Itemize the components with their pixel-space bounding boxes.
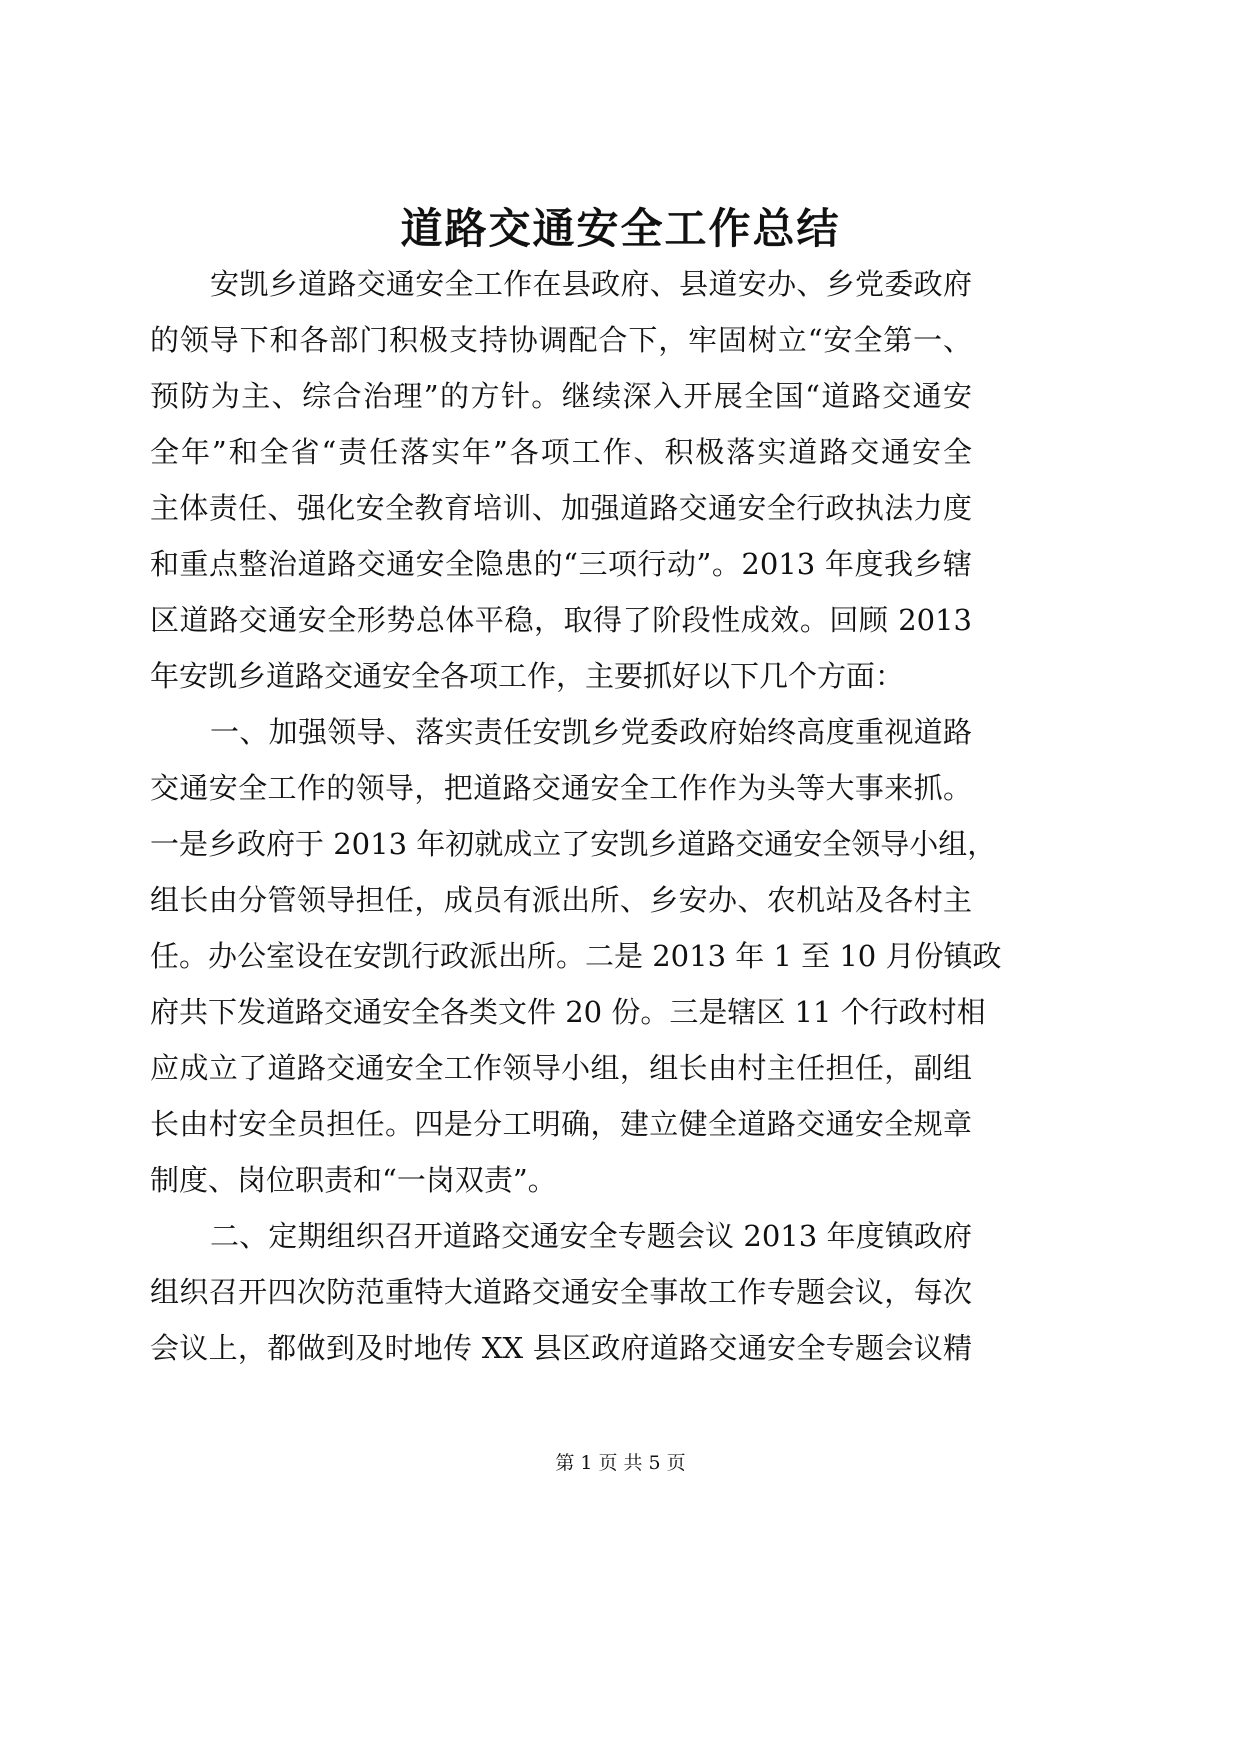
paragraph-line: 预防为主、综合治理”的方针。继续深入开展全国“道路交通安 bbox=[150, 379, 972, 413]
paragraph-line: 府共下发道路交通安全各类文件 20 份。三是辖区 11 个行政村相 bbox=[150, 995, 986, 1029]
paragraph-line: 全年”和全省“责任落实年”各项工作、积极落实道路交通安全 bbox=[150, 435, 972, 469]
paragraph-line: 一是乡政府于 2013 年初就成立了安凯乡道路交通安全领导小组， bbox=[150, 827, 997, 861]
paragraph-line: 任。办公室设在安凯行政派出所。二是 2013 年 1 至 10 月份镇政 bbox=[150, 939, 1002, 973]
document-title: 道路交通安全工作总结 bbox=[400, 204, 841, 253]
paragraph-line: 长由村安全员担任。四是分工明确，建立健全道路交通安全规章 bbox=[150, 1107, 972, 1141]
paragraph-line: 交通安全工作的领导，把道路交通安全工作作为头等大事来抓。 bbox=[150, 771, 972, 805]
paragraph-line: 组长由分管领导担任，成员有派出所、乡安办、农机站及各村主 bbox=[150, 883, 972, 917]
paragraph-line: 的领导下和各部门积极支持协调配合下，牢固树立“安全第一、 bbox=[150, 323, 972, 357]
paragraph-line: 区道路交通安全形势总体平稳，取得了阶段性成效。回顾 2013 bbox=[150, 603, 972, 637]
paragraph-line: 组织召开四次防范重特大道路交通安全事故工作专题会议，每次 bbox=[150, 1275, 972, 1309]
paragraph-line: 和重点整治道路交通安全隐患的“三项行动”。2013 年度我乡辖 bbox=[150, 547, 972, 581]
paragraph-line: 安凯乡道路交通安全工作在县政府、县道安办、乡党委政府 bbox=[210, 267, 972, 301]
paragraph-line: 二、定期组织召开道路交通安全专题会议 2013 年度镇政府 bbox=[210, 1219, 972, 1253]
paragraph-line: 一、加强领导、落实责任安凯乡党委政府始终高度重视道路 bbox=[210, 715, 972, 749]
document-body bbox=[150, 256, 1002, 1376]
paragraph-line: 应成立了道路交通安全工作领导小组，组长由村主任担任，副组 bbox=[150, 1051, 972, 1085]
paragraph-line: 年安凯乡道路交通安全各项工作，主要抓好以下几个方面： bbox=[150, 659, 905, 693]
paragraph-line: 制度、岗位职责和“一岗双责”。 bbox=[150, 1163, 557, 1197]
paragraph-line: 会议上，都做到及时地传 XX 县区政府道路交通安全专题会议精 bbox=[150, 1331, 972, 1365]
page-footer: 第 1 页 共 5 页 bbox=[555, 1452, 686, 1474]
paragraph-line: 主体责任、强化安全教育培训、加强道路交通安全行政执法力度 bbox=[150, 491, 972, 525]
